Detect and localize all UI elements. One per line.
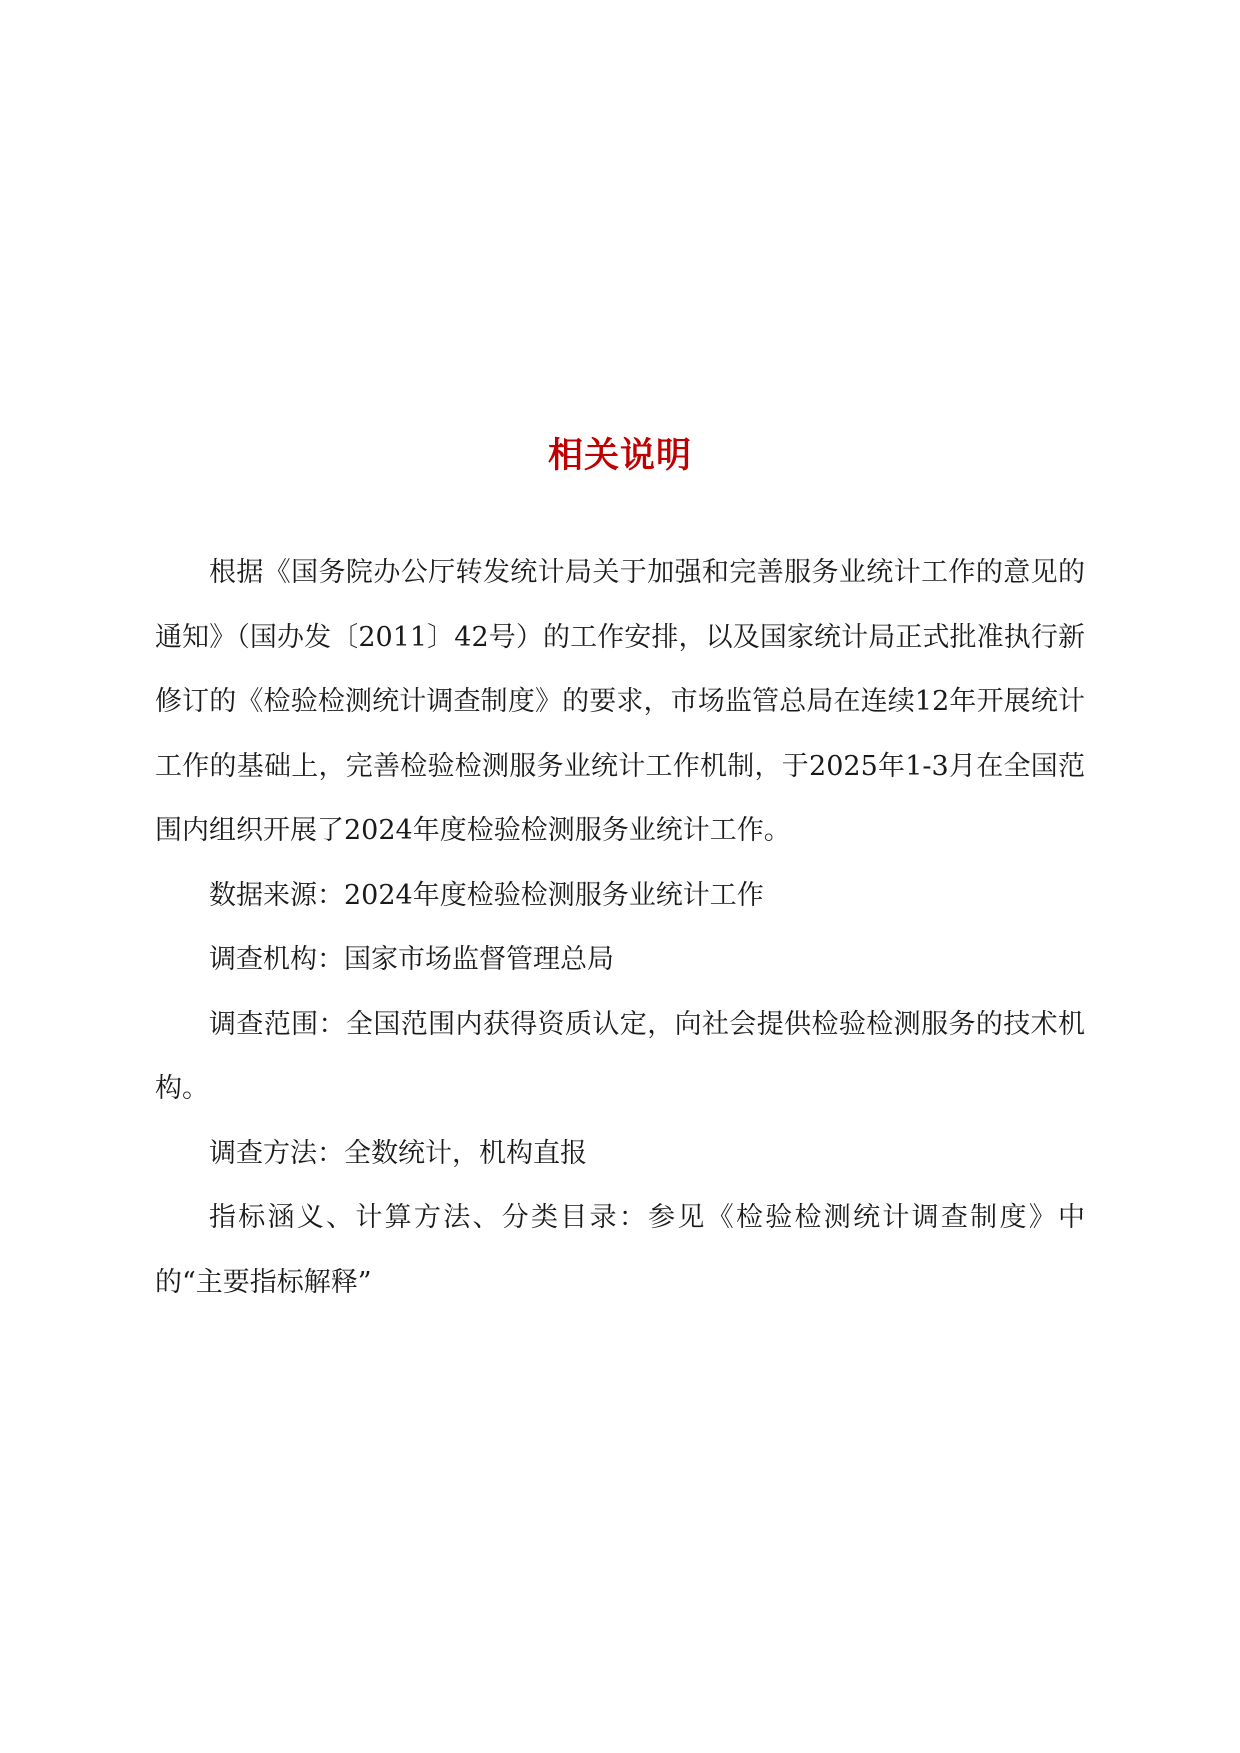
- paragraph-background: 根据《国务院办公厅转发统计局关于加强和完善服务业统计工作的意见的通知》（国办发〔2011〕42号）的工作安排，以及国家统计局正式批准执行新修订的《检验检测统计调查制度》的要求，市场监管总局在连续12年开展统计工作的基础上，完善检验检测服务业统计工作机制，于2025年1-3月在全国范围内组织开展了2024年度检验检测服务业统计工作。: [155, 557, 1085, 846]
- page-title: 相关说明: [547, 436, 692, 477]
- paragraph-survey-scope: 调查范围：全国范围内获得资质认定，向社会提供检验检测服务的技术机构。: [155, 1008, 1085, 1104]
- paragraph-data-source: 数据来源：2024年度检验检测服务业统计工作: [209, 879, 764, 911]
- paragraph-survey-method: 调查方法：全数统计，机构直报: [209, 1137, 587, 1169]
- paragraph-indicator-definitions: 指标涵义、计算方法、分类目录：参见《检验检测统计调查制度》中的“主要指标解释”: [155, 1202, 1085, 1298]
- document-body: [155, 541, 1085, 1315]
- paragraph-survey-agency: 调查机构：国家市场监督管理总局: [209, 944, 614, 975]
